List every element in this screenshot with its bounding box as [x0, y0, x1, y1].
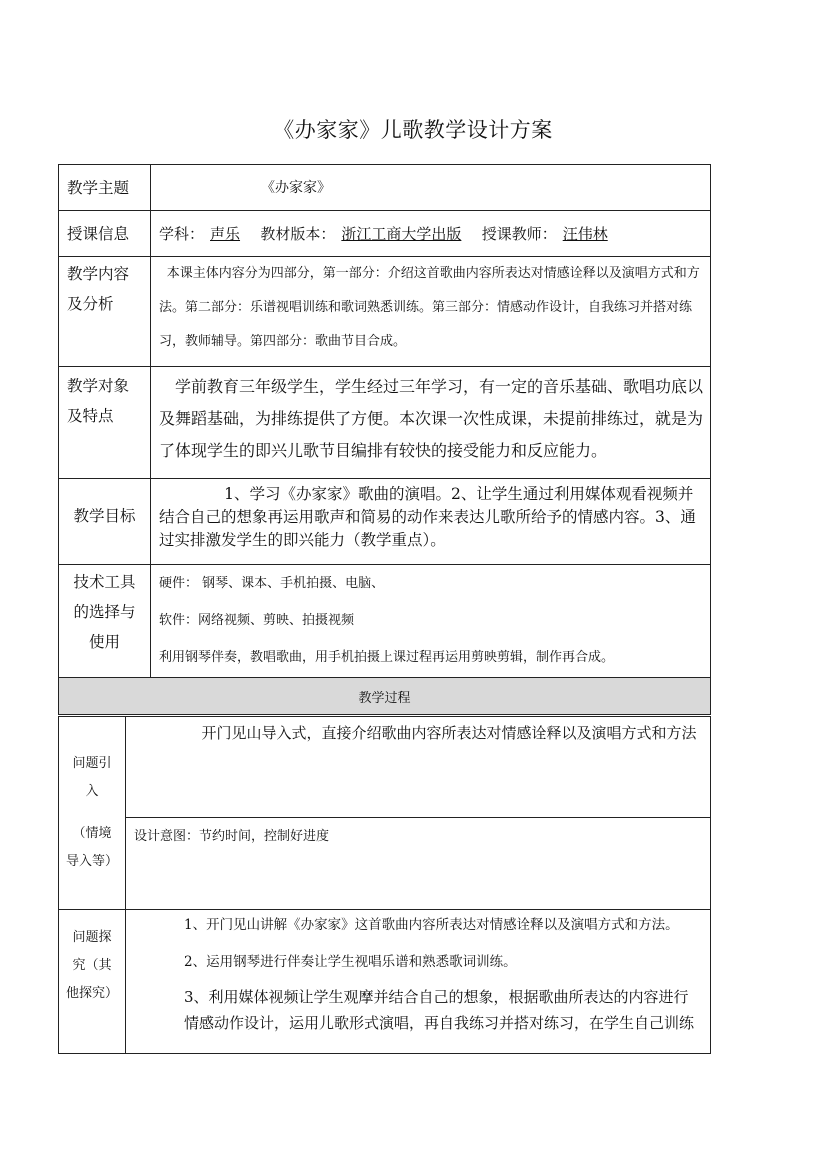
audience-text: 学前教育三年级学生，学生经过三年学习，有一定的音乐基础、歌唱功底以及舞蹈基础，为排练提供了方便。本次课一次性成课，未提前排练过，就是为了体现学生的即兴儿歌节目编排有较快的接受能力和反应能力。 [151, 367, 711, 479]
audience-label-line2: 及特点 [67, 407, 114, 425]
tools-software: 软件：网络视频、剪映、拍摄视频 [159, 613, 355, 628]
edition-value: 浙江工商大学出版 [341, 225, 462, 243]
topic-row [59, 165, 711, 211]
subject-label: 学科： [159, 225, 205, 243]
intro-label-line1: 问题引 [72, 756, 112, 771]
content-text: 本课主体内容分为四部分，第一部分：介绍这首歌曲内容所表达对情感诠释以及演唱方式和方法。第二部分：乐谱视唱训练和歌词熟悉训练。第三部分：情感动作设计，自我练习并搭对练习，教师辅导。第四部分：歌曲节目合成。 [151, 257, 711, 367]
topic-label: 教学主题 [59, 165, 151, 211]
tools-label [59, 565, 151, 678]
content-label-line1: 教学内容 [67, 265, 130, 283]
page-title: 《办家家》儿歌教学设计方案 [273, 118, 553, 142]
intro-design-row [59, 818, 711, 910]
intro-label-line2: 入 [85, 784, 99, 799]
content-label [59, 257, 151, 367]
explore-text [126, 910, 711, 1054]
goals-text: 1、学习《办家家》歌曲的演唱。2、让学生通过利用媒体观看视频并结合自己的想象再运用歌声和简易的动作来表达儿歌所给予的情感内容。3、通过实排激发学生的即兴能力（教学重点）。 [151, 479, 711, 565]
tools-hardware: 硬件： 钢琴、课本、手机拍摄、电脑、 [159, 576, 385, 591]
explore-item-3: 3、利用媒体视频让学生观摩并结合自己的想象，根据歌曲所表达的内容进行情感动作设计，运用儿歌形式演唱，再自我练习并搭对练习，在学生自己训练 [184, 988, 695, 1032]
tools-row [59, 565, 711, 678]
tools-usage: 利用钢琴伴奏，教唱歌曲，用手机拍摄上课过程再运用剪映剪辑，制作再合成。 [159, 650, 615, 665]
explore-label [59, 910, 126, 1054]
teacher-value: 汪伟林 [562, 225, 608, 243]
teacher-label: 授课教师： [481, 225, 557, 243]
process-table [58, 716, 711, 1054]
process-header-row [59, 678, 711, 715]
content-label-line2: 及分析 [67, 295, 114, 313]
intro-design: 设计意图：节约时间，控制好进度 [126, 818, 711, 910]
explore-label-line1: 问题探 [72, 930, 112, 945]
audience-label-line1: 教学对象 [67, 377, 130, 395]
explore-item-2: 2、运用钢琴进行伴奏让学生视唱乐谱和熟悉歌词训练。 [184, 954, 517, 970]
explore-label-line2: 究（其 [72, 958, 112, 973]
audience-row [59, 367, 711, 479]
subject-value: 声乐 [210, 225, 241, 243]
info-value [151, 211, 711, 257]
goals-row [59, 479, 711, 565]
info-label: 授课信息 [59, 211, 151, 257]
intro-label-line4: 导入等） [65, 854, 118, 869]
edition-label: 教材版本： [260, 225, 336, 243]
explore-row [59, 910, 711, 1054]
intro-text: 开门见山导入式，直接介绍歌曲内容所表达对情感诠释以及演唱方式和方法 [126, 717, 711, 818]
intro-label [59, 717, 126, 910]
process-header: 教学过程 [59, 678, 711, 715]
tools-text [151, 565, 711, 678]
explore-item-1: 1、开门见山讲解《办家家》这首歌曲内容所表达对情感诠释以及演唱方式和方法。 [184, 917, 679, 933]
tools-label-line2: 的选择与 [73, 603, 136, 621]
intro-row [59, 717, 711, 818]
goals-label: 教学目标 [59, 479, 151, 565]
lesson-info-table [58, 164, 711, 715]
explore-label-line3: 他探究） [65, 986, 118, 1001]
topic-value: 《办家家》 [151, 165, 711, 211]
content-row [59, 257, 711, 367]
tools-label-line1: 技术工具 [73, 573, 136, 591]
info-row [59, 211, 711, 257]
intro-label-line3: （情境 [72, 826, 112, 841]
tools-label-line3: 使用 [88, 633, 120, 651]
audience-label [59, 367, 151, 479]
